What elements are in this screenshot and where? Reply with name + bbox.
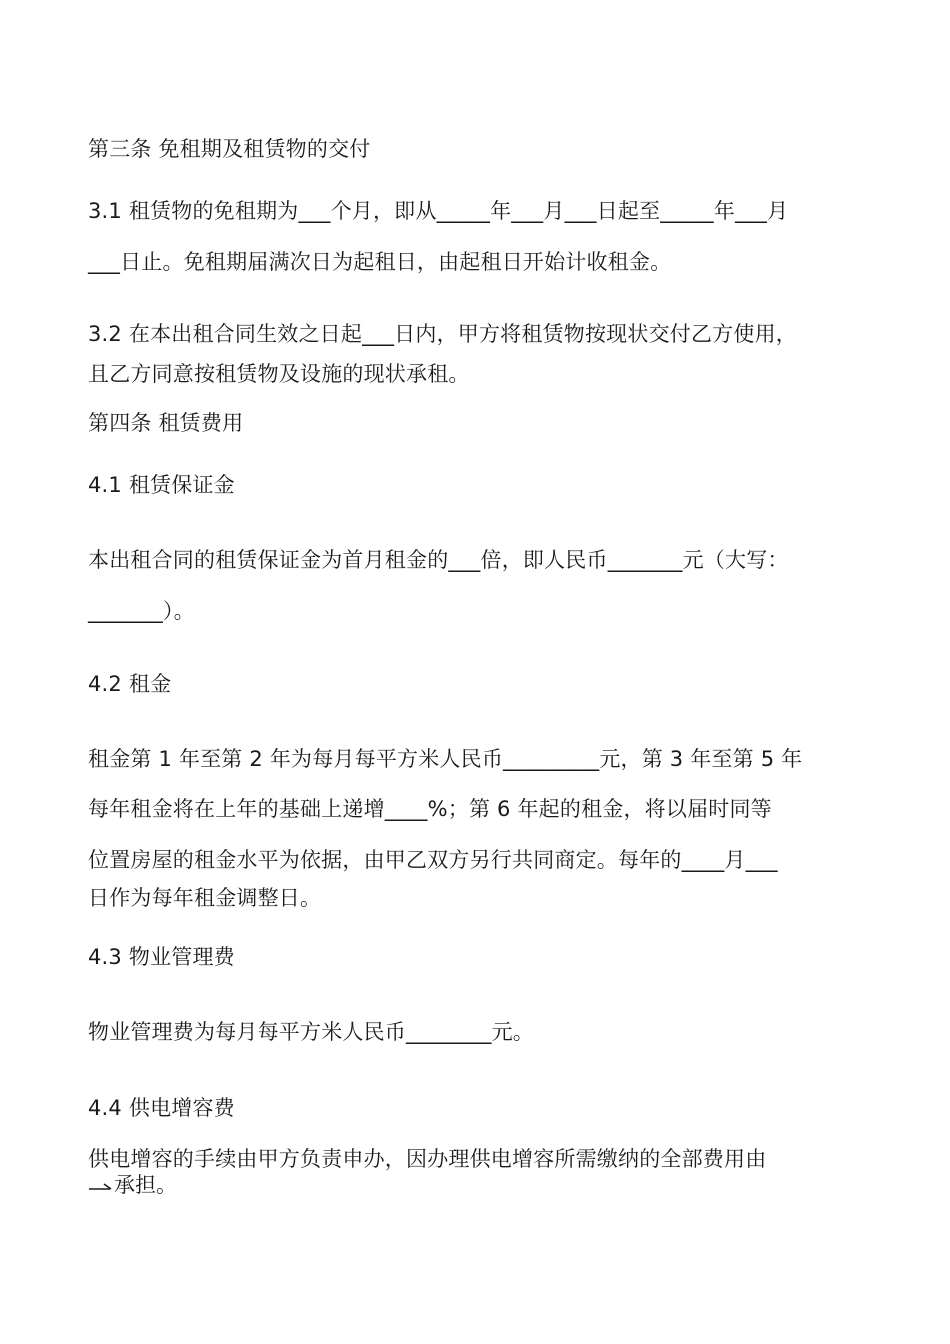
last-line-text: 承担。 [114, 1173, 177, 1197]
clause-4-1-heading: 4.1 租赁保证金 [88, 473, 235, 497]
clause-4-3-heading: 4.3 物业管理费 [88, 945, 235, 969]
clause-4-4-heading: 4.4 供电增容费 [88, 1096, 235, 1120]
article-3-heading: 第三条 免租期及租赁物的交付 [88, 137, 371, 161]
clause-3-1-line-2: ___日止。免租期届满次日为起租日，由起租日开始计收租金。 [88, 250, 672, 274]
clause-4-3-line-1: 物业管理费为每月每平方米人民币________元。 [88, 1020, 534, 1044]
article-4-heading: 第四条 租赁费用 [88, 411, 244, 435]
clause-4-2-line-4: 日作为每年租金调整日。 [88, 886, 322, 910]
clause-4-2-line-1: 租金第 1 年至第 2 年为每月每平方米人民币_________元，第 3 年至第 5 年 [88, 747, 803, 771]
clause-4-2-heading: 4.2 租金 [88, 672, 172, 696]
clause-4-1-line-1: 本出租合同的租赁保证金为首月租金的___倍，即人民币_______元（大写： [88, 548, 789, 572]
clause-4-4-line-1: 供电增容的手续由甲方负责申办，因办理供电增容所需缴纳的全部费用由 [88, 1147, 767, 1171]
clause-3-2-line-2: 且乙方同意按租赁物及设施的现状承租。 [88, 362, 470, 386]
clause-4-1-line-2: _______）。 [88, 599, 195, 623]
clause-4-2-line-3: 位置房屋的租金水平为依据，由甲乙双方另行共同商定。每年的____月___ [88, 848, 778, 872]
arrow-icon [88, 1179, 114, 1193]
clause-4-2-line-2: 每年租金将在上年的基础上递增____%；第 6 年起的租金，将以届时同等 [88, 797, 772, 821]
clause-3-2-line-1: 3.2 在本出租合同生效之日起___日内，甲方将租赁物按现状交付乙方使用， [88, 322, 797, 346]
clause-4-4-line-2 [88, 1171, 177, 1199]
clause-3-1-line-1: 3.1 租赁物的免租期为___个月，即从_____年___月___日起至_____年___月 [88, 199, 789, 223]
